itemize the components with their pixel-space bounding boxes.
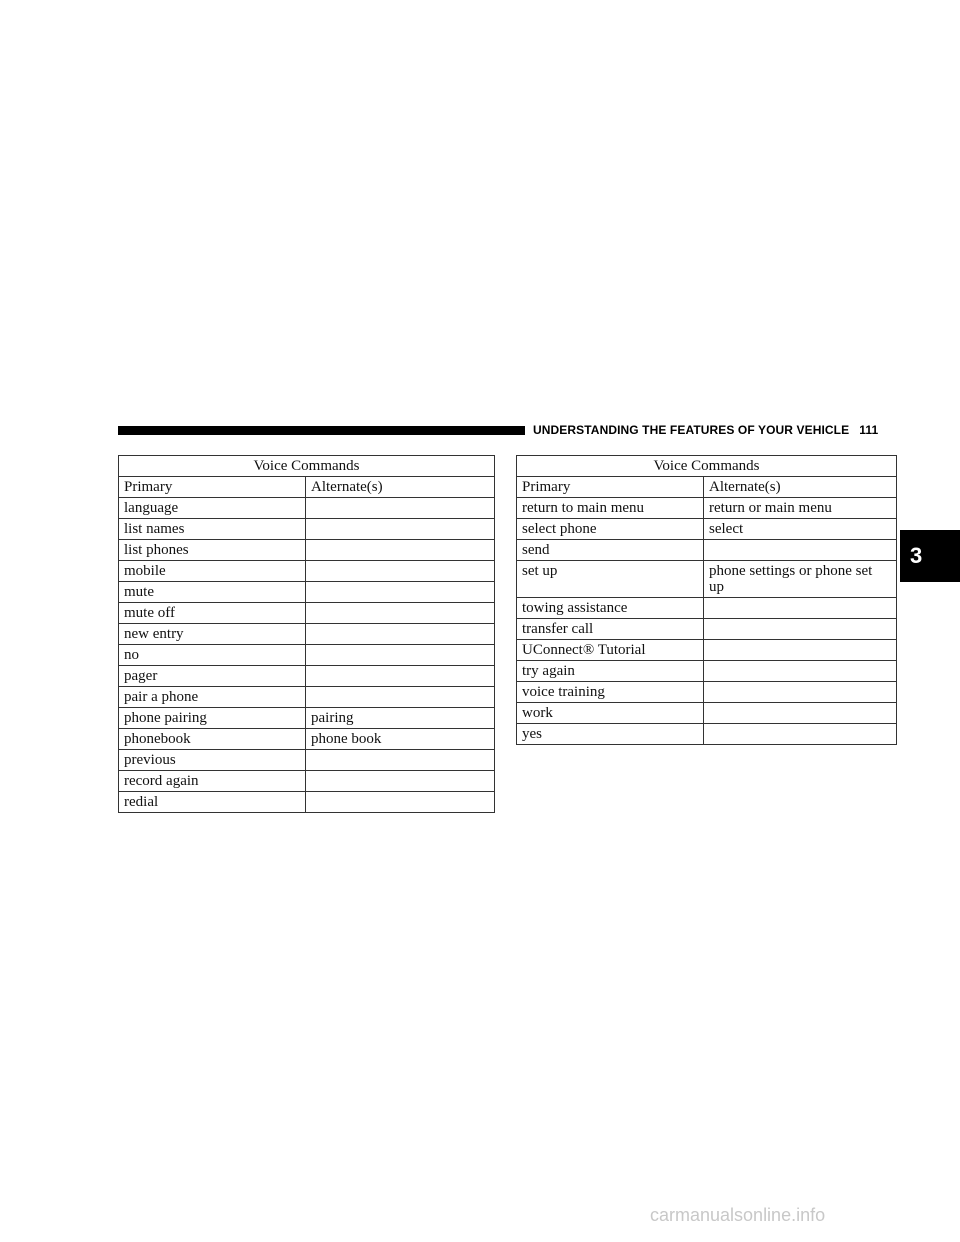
alternate-command — [306, 561, 495, 582]
alternate-command — [704, 682, 897, 703]
table-row — [119, 582, 495, 603]
primary-command: try again — [517, 661, 704, 682]
table-row — [119, 624, 495, 645]
alternate-command — [306, 687, 495, 708]
running-header — [533, 423, 878, 437]
table-row — [517, 598, 897, 619]
table-row — [119, 771, 495, 792]
primary-command: language — [119, 498, 306, 519]
primary-command: pair a phone — [119, 687, 306, 708]
table-row — [517, 561, 897, 598]
table-row — [119, 792, 495, 813]
alternate-command: phone settings or phone set up — [704, 561, 897, 598]
alternate-command — [306, 519, 495, 540]
alternate-command — [704, 661, 897, 682]
primary-command: phone pairing — [119, 708, 306, 729]
table-row — [119, 687, 495, 708]
primary-command: record again — [119, 771, 306, 792]
table-row — [517, 703, 897, 724]
table-title: Voice Commands — [517, 456, 897, 477]
primary-command: return to main menu — [517, 498, 704, 519]
alternate-command — [306, 750, 495, 771]
column-header-alternates: Alternate(s) — [704, 477, 897, 498]
alternate-command: phone book — [306, 729, 495, 750]
column-header-primary: Primary — [517, 477, 704, 498]
table-title: Voice Commands — [119, 456, 495, 477]
alternate-command: return or main menu — [704, 498, 897, 519]
table-row — [119, 498, 495, 519]
table-row — [517, 498, 897, 519]
watermark: carmanualsonline.info — [650, 1205, 826, 1225]
primary-command: send — [517, 540, 704, 561]
voice-commands-table-left — [118, 455, 495, 813]
primary-command: phonebook — [119, 729, 306, 750]
primary-command: no — [119, 645, 306, 666]
column-header-alternates: Alternate(s) — [306, 477, 495, 498]
primary-command: redial — [119, 792, 306, 813]
primary-command: previous — [119, 750, 306, 771]
table-row — [119, 708, 495, 729]
alternate-command — [704, 724, 897, 745]
alternate-command — [704, 540, 897, 561]
alternate-command — [306, 603, 495, 624]
primary-command: pager — [119, 666, 306, 687]
primary-command: mute — [119, 582, 306, 603]
page-number: 111 — [859, 423, 879, 437]
primary-command: select phone — [517, 519, 704, 540]
alternate-command — [306, 771, 495, 792]
table-row — [119, 540, 495, 561]
table-row — [517, 619, 897, 640]
alternate-command — [306, 624, 495, 645]
alternate-command — [306, 582, 495, 603]
table-row — [119, 603, 495, 624]
alternate-command — [306, 540, 495, 561]
alternate-command — [306, 792, 495, 813]
primary-command: mute off — [119, 603, 306, 624]
voice-commands-table-right — [516, 455, 897, 745]
table-row — [517, 540, 897, 561]
table-row — [517, 640, 897, 661]
table-row — [119, 666, 495, 687]
alternate-command — [704, 619, 897, 640]
primary-command: yes — [517, 724, 704, 745]
primary-command: work — [517, 703, 704, 724]
table-row — [517, 682, 897, 703]
table-row — [119, 645, 495, 666]
table-row — [517, 661, 897, 682]
alternate-command — [704, 640, 897, 661]
primary-command: set up — [517, 561, 704, 598]
header-rule — [118, 426, 525, 435]
table-row — [517, 724, 897, 745]
alternate-command — [306, 666, 495, 687]
table-row — [119, 561, 495, 582]
alternate-command — [704, 703, 897, 724]
alternate-command: select — [704, 519, 897, 540]
alternate-command: pairing — [306, 708, 495, 729]
primary-command: UConnect® Tutorial — [517, 640, 704, 661]
table-row — [119, 729, 495, 750]
alternate-command — [306, 498, 495, 519]
primary-command: new entry — [119, 624, 306, 645]
chapter-tab: 3 — [900, 530, 960, 582]
primary-command: transfer call — [517, 619, 704, 640]
primary-command: list phones — [119, 540, 306, 561]
section-title: UNDERSTANDING THE FEATURES OF YOUR VEHICLE — [533, 423, 850, 437]
primary-command: towing assistance — [517, 598, 704, 619]
primary-command: voice training — [517, 682, 704, 703]
primary-command: mobile — [119, 561, 306, 582]
primary-command: list names — [119, 519, 306, 540]
column-header-primary: Primary — [119, 477, 306, 498]
table-row — [119, 750, 495, 771]
table-row — [517, 519, 897, 540]
alternate-command — [306, 645, 495, 666]
alternate-command — [704, 598, 897, 619]
table-row — [119, 519, 495, 540]
